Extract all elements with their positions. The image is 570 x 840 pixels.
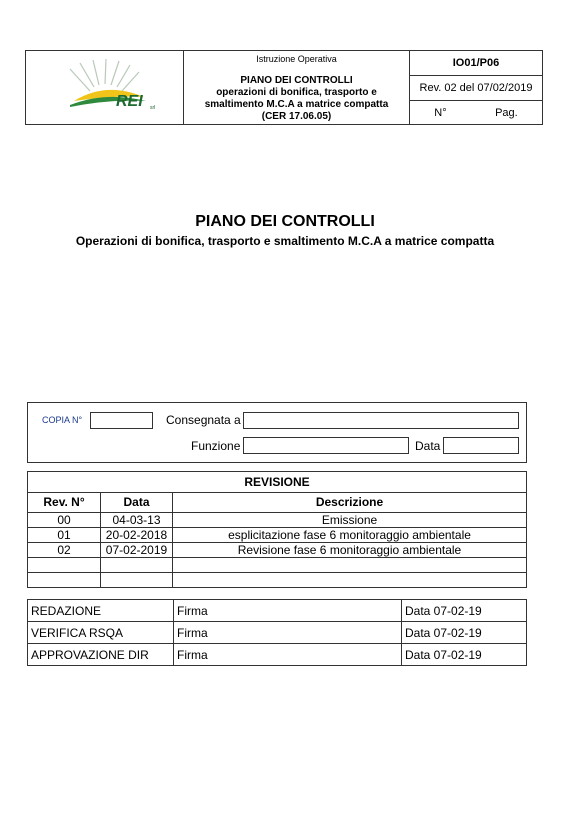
header-subtitle-line-2: smaltimento M.C.A a matrice compatta	[204, 99, 389, 110]
revision-table-title: REVISIONE	[28, 472, 527, 493]
rev-number-cell: 02	[28, 543, 101, 558]
rev-description-cell	[173, 558, 527, 573]
table-row	[28, 543, 527, 558]
rev-description-cell: Revisione fase 6 monitoraggio ambientale	[173, 543, 527, 558]
approval-signature-cell: Firma	[174, 622, 402, 644]
approval-table	[27, 599, 527, 666]
number-label: N°	[434, 106, 447, 119]
logo-text: REI	[116, 93, 143, 110]
approval-signature-cell: Firma	[174, 644, 402, 666]
header-title: PIANO DEI CONTROLLI	[240, 75, 353, 86]
rev-date-cell	[101, 558, 173, 573]
revision-table-title-row	[28, 472, 527, 493]
approval-role-cell: VERIFICA RSQA	[28, 622, 174, 644]
header-subtitle-line-1: operazioni di bonifica, trasporto e	[216, 87, 377, 98]
rev-date-cell	[101, 573, 173, 588]
page-label: Pag.	[495, 106, 518, 119]
rev-number-cell: 00	[28, 513, 101, 528]
function-field[interactable]	[243, 437, 409, 454]
page-subtitle: Operazioni di bonifica, trasporto e smaltimento M.C.A a matrice compatta	[75, 234, 495, 248]
table-row	[28, 573, 527, 588]
rev-number-cell: 01	[28, 528, 101, 543]
page-title: PIANO DEI CONTROLLI	[195, 213, 375, 230]
copy-number-field[interactable]	[90, 412, 153, 429]
rev-description-cell: Emissione	[173, 513, 527, 528]
rev-description-cell: esplicitazione fase 6 monitoraggio ambientale	[173, 528, 527, 543]
rev-number-cell	[28, 558, 101, 573]
date-field[interactable]	[443, 437, 519, 454]
approval-date-cell: Data 07-02-19	[402, 644, 527, 666]
table-row	[28, 600, 527, 622]
approval-role-cell: REDAZIONE	[28, 600, 174, 622]
table-row	[28, 558, 527, 573]
col-date: Data	[101, 493, 173, 513]
rev-number-cell	[28, 573, 101, 588]
rev-date-cell: 07-02-2019	[101, 543, 173, 558]
table-row	[28, 644, 527, 666]
table-row	[28, 528, 527, 543]
rev-description-cell	[173, 573, 527, 588]
table-row	[28, 513, 527, 528]
document-header	[25, 50, 543, 125]
sun-logo-icon	[26, 51, 184, 126]
number-page-row	[410, 101, 542, 124]
col-description: Descrizione	[173, 493, 527, 513]
company-logo	[26, 51, 184, 124]
function-label: Funzione	[191, 439, 241, 453]
delivered-to-field[interactable]	[243, 412, 519, 429]
date-label: Data	[415, 439, 441, 453]
doc-type: Istruzione Operativa	[256, 54, 337, 64]
delivered-to-label: Consegnata a	[166, 413, 241, 427]
doc-revision: Rev. 02 del 07/02/2019	[410, 76, 542, 101]
rev-date-cell: 20-02-2018	[101, 528, 173, 543]
col-rev-number: Rev. N°	[28, 493, 101, 513]
header-title-block	[184, 51, 410, 124]
approval-date-cell: Data 07-02-19	[402, 600, 527, 622]
approval-role-cell: APPROVAZIONE DIR	[28, 644, 174, 666]
revision-table	[27, 471, 527, 588]
revision-table-header	[28, 493, 527, 513]
rev-date-cell: 04-03-13	[101, 513, 173, 528]
approval-signature-cell: Firma	[174, 600, 402, 622]
table-row	[28, 622, 527, 644]
approval-date-cell: Data 07-02-19	[402, 622, 527, 644]
copy-number-label: COPIA N°	[42, 415, 83, 425]
header-meta	[410, 51, 542, 124]
logo-suffix: srl	[150, 105, 156, 111]
copy-delivery-box	[27, 402, 527, 463]
header-subtitle-line-3: (CER 17.06.05)	[261, 111, 332, 122]
doc-code: IO01/P06	[410, 51, 542, 76]
